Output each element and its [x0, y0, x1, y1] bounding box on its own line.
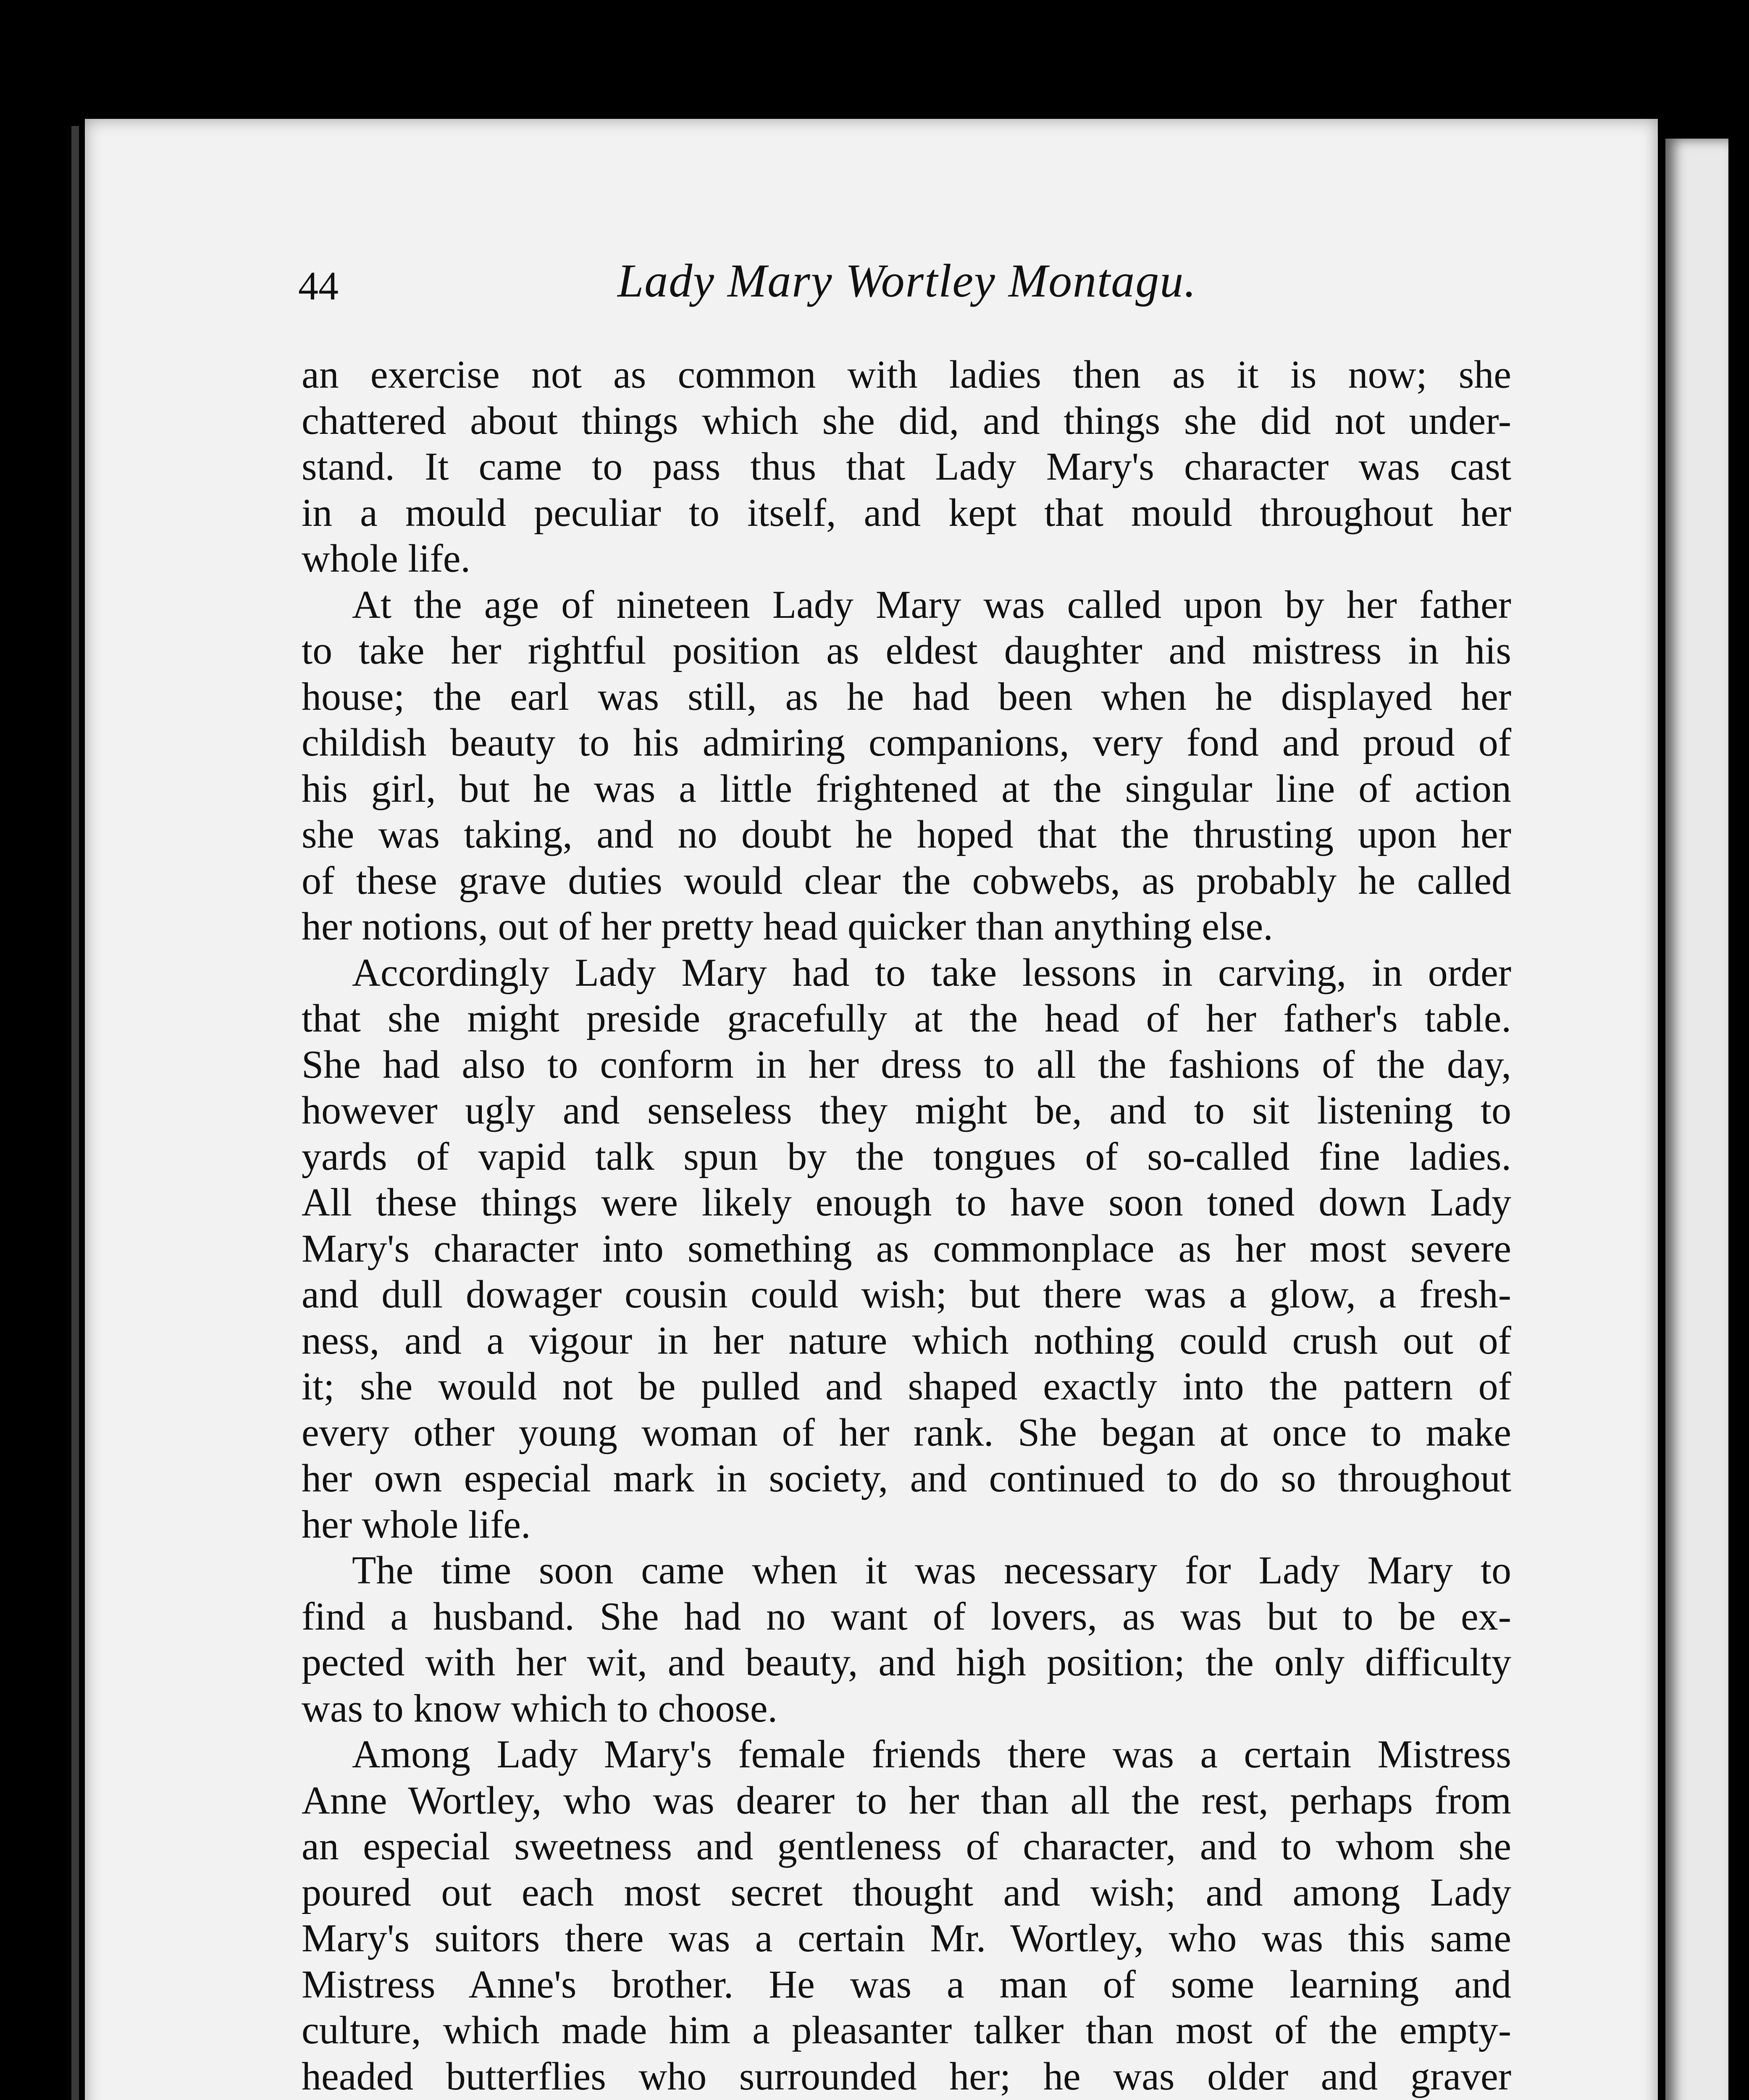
- text-line: his girl, but he was a little frightened at the singular line of action: [302, 766, 1511, 811]
- text-line: and dull dowager cousin could wish; but there was a glow, a fresh-: [302, 1273, 1511, 1316]
- body-text: [302, 352, 1511, 2100]
- running-title: Lady Mary Wortley Montagu.: [617, 255, 1197, 307]
- text-line: poured out each most secret thought and wish; and among Lady: [302, 1870, 1511, 1914]
- text-line: of these grave duties would clear the cobwebs, as probably he called: [302, 858, 1511, 903]
- text-line: The time soon came when it was necessary for Lady Mary to: [352, 1549, 1511, 1592]
- page-header: [298, 254, 1558, 317]
- text-line: Mary's suitors there was a certain Mr. Wortley, who was this same: [302, 1916, 1511, 1960]
- text-line: an exercise not as common with ladies then as it is now; she: [302, 353, 1511, 396]
- text-line: her notions, out of her pretty head quicker than anything else.: [302, 905, 1273, 948]
- text-line: every other young woman of her rank. She began at once to make: [302, 1410, 1511, 1454]
- text-line: headed butterflies who surrounded her; he was older and graver: [302, 2054, 1511, 2098]
- text-line: Anne Wortley, who was dearer to her than all the rest, perhaps from: [302, 1778, 1511, 1822]
- text-line: Accordingly Lady Mary had to take lessons in carving, in order: [352, 950, 1511, 995]
- text-line: find a husband. She had no want of lovers, as was but to be ex-: [302, 1594, 1511, 1638]
- text-line: Mary's character into something as commonplace as her most severe: [302, 1226, 1511, 1270]
- book-spine-edge: [71, 126, 79, 2100]
- text-line: it; she would not be pulled and shaped exactly into the pattern of: [302, 1365, 1511, 1408]
- text-line: yards of vapid talk spun by the tongues of so-called fine ladies.: [302, 1134, 1511, 1179]
- text-line: Mistress Anne's brother. He was a man of some learning and: [302, 1962, 1511, 2006]
- text-line: whole life.: [302, 537, 470, 580]
- text-line: however ugly and senseless they might be, and to sit listening to: [302, 1089, 1511, 1132]
- text-line: childish beauty to his admiring companions, very fond and proud of: [302, 721, 1511, 764]
- text-line: that she might preside gracefully at the head of her father's table.: [302, 997, 1511, 1040]
- text-line: house; the earl was still, as he had been when he displayed her: [302, 675, 1511, 719]
- text-line: she was taking, and no doubt he hoped that the thrusting upon her: [302, 813, 1511, 856]
- text-line: was to know which to choose.: [302, 1686, 778, 1730]
- text-line: Among Lady Mary's female friends there was a certain Mistress: [352, 1732, 1511, 1776]
- text-line: her whole life.: [302, 1502, 531, 1546]
- text-line: chattered about things which she did, and things she did not under-: [302, 399, 1511, 443]
- text-line: At the age of nineteen Lady Mary was called upon by her father: [352, 583, 1511, 627]
- text-line: in a mould peculiar to itself, and kept that mould throughout her: [302, 491, 1511, 535]
- text-line: stand. It came to pass thus that Lady Mary's character was cast: [302, 445, 1511, 488]
- text-line: her own especial mark in society, and continued to do so throughout: [302, 1457, 1511, 1500]
- text-line: pected with her wit, and beauty, and high position; the only difficulty: [302, 1641, 1511, 1684]
- text-line: ness, and a vigour in her nature which nothing could crush out of: [302, 1318, 1511, 1362]
- text-line: to take her rightful position as eldest daughter and mistress in his: [302, 629, 1511, 672]
- adjacent-page-edge: [1665, 139, 1728, 2100]
- text-line: All these things were likely enough to have soon toned down Lady: [302, 1181, 1511, 1224]
- text-line: She had also to conform in her dress to all the fashions of the day,: [302, 1042, 1511, 1087]
- text-line: culture, which made him a pleasanter talker than most of the empty-: [302, 2008, 1511, 2052]
- page-number: 44: [298, 263, 339, 308]
- text-line: an especial sweetness and gentleness of character, and to whom she: [302, 1824, 1511, 1868]
